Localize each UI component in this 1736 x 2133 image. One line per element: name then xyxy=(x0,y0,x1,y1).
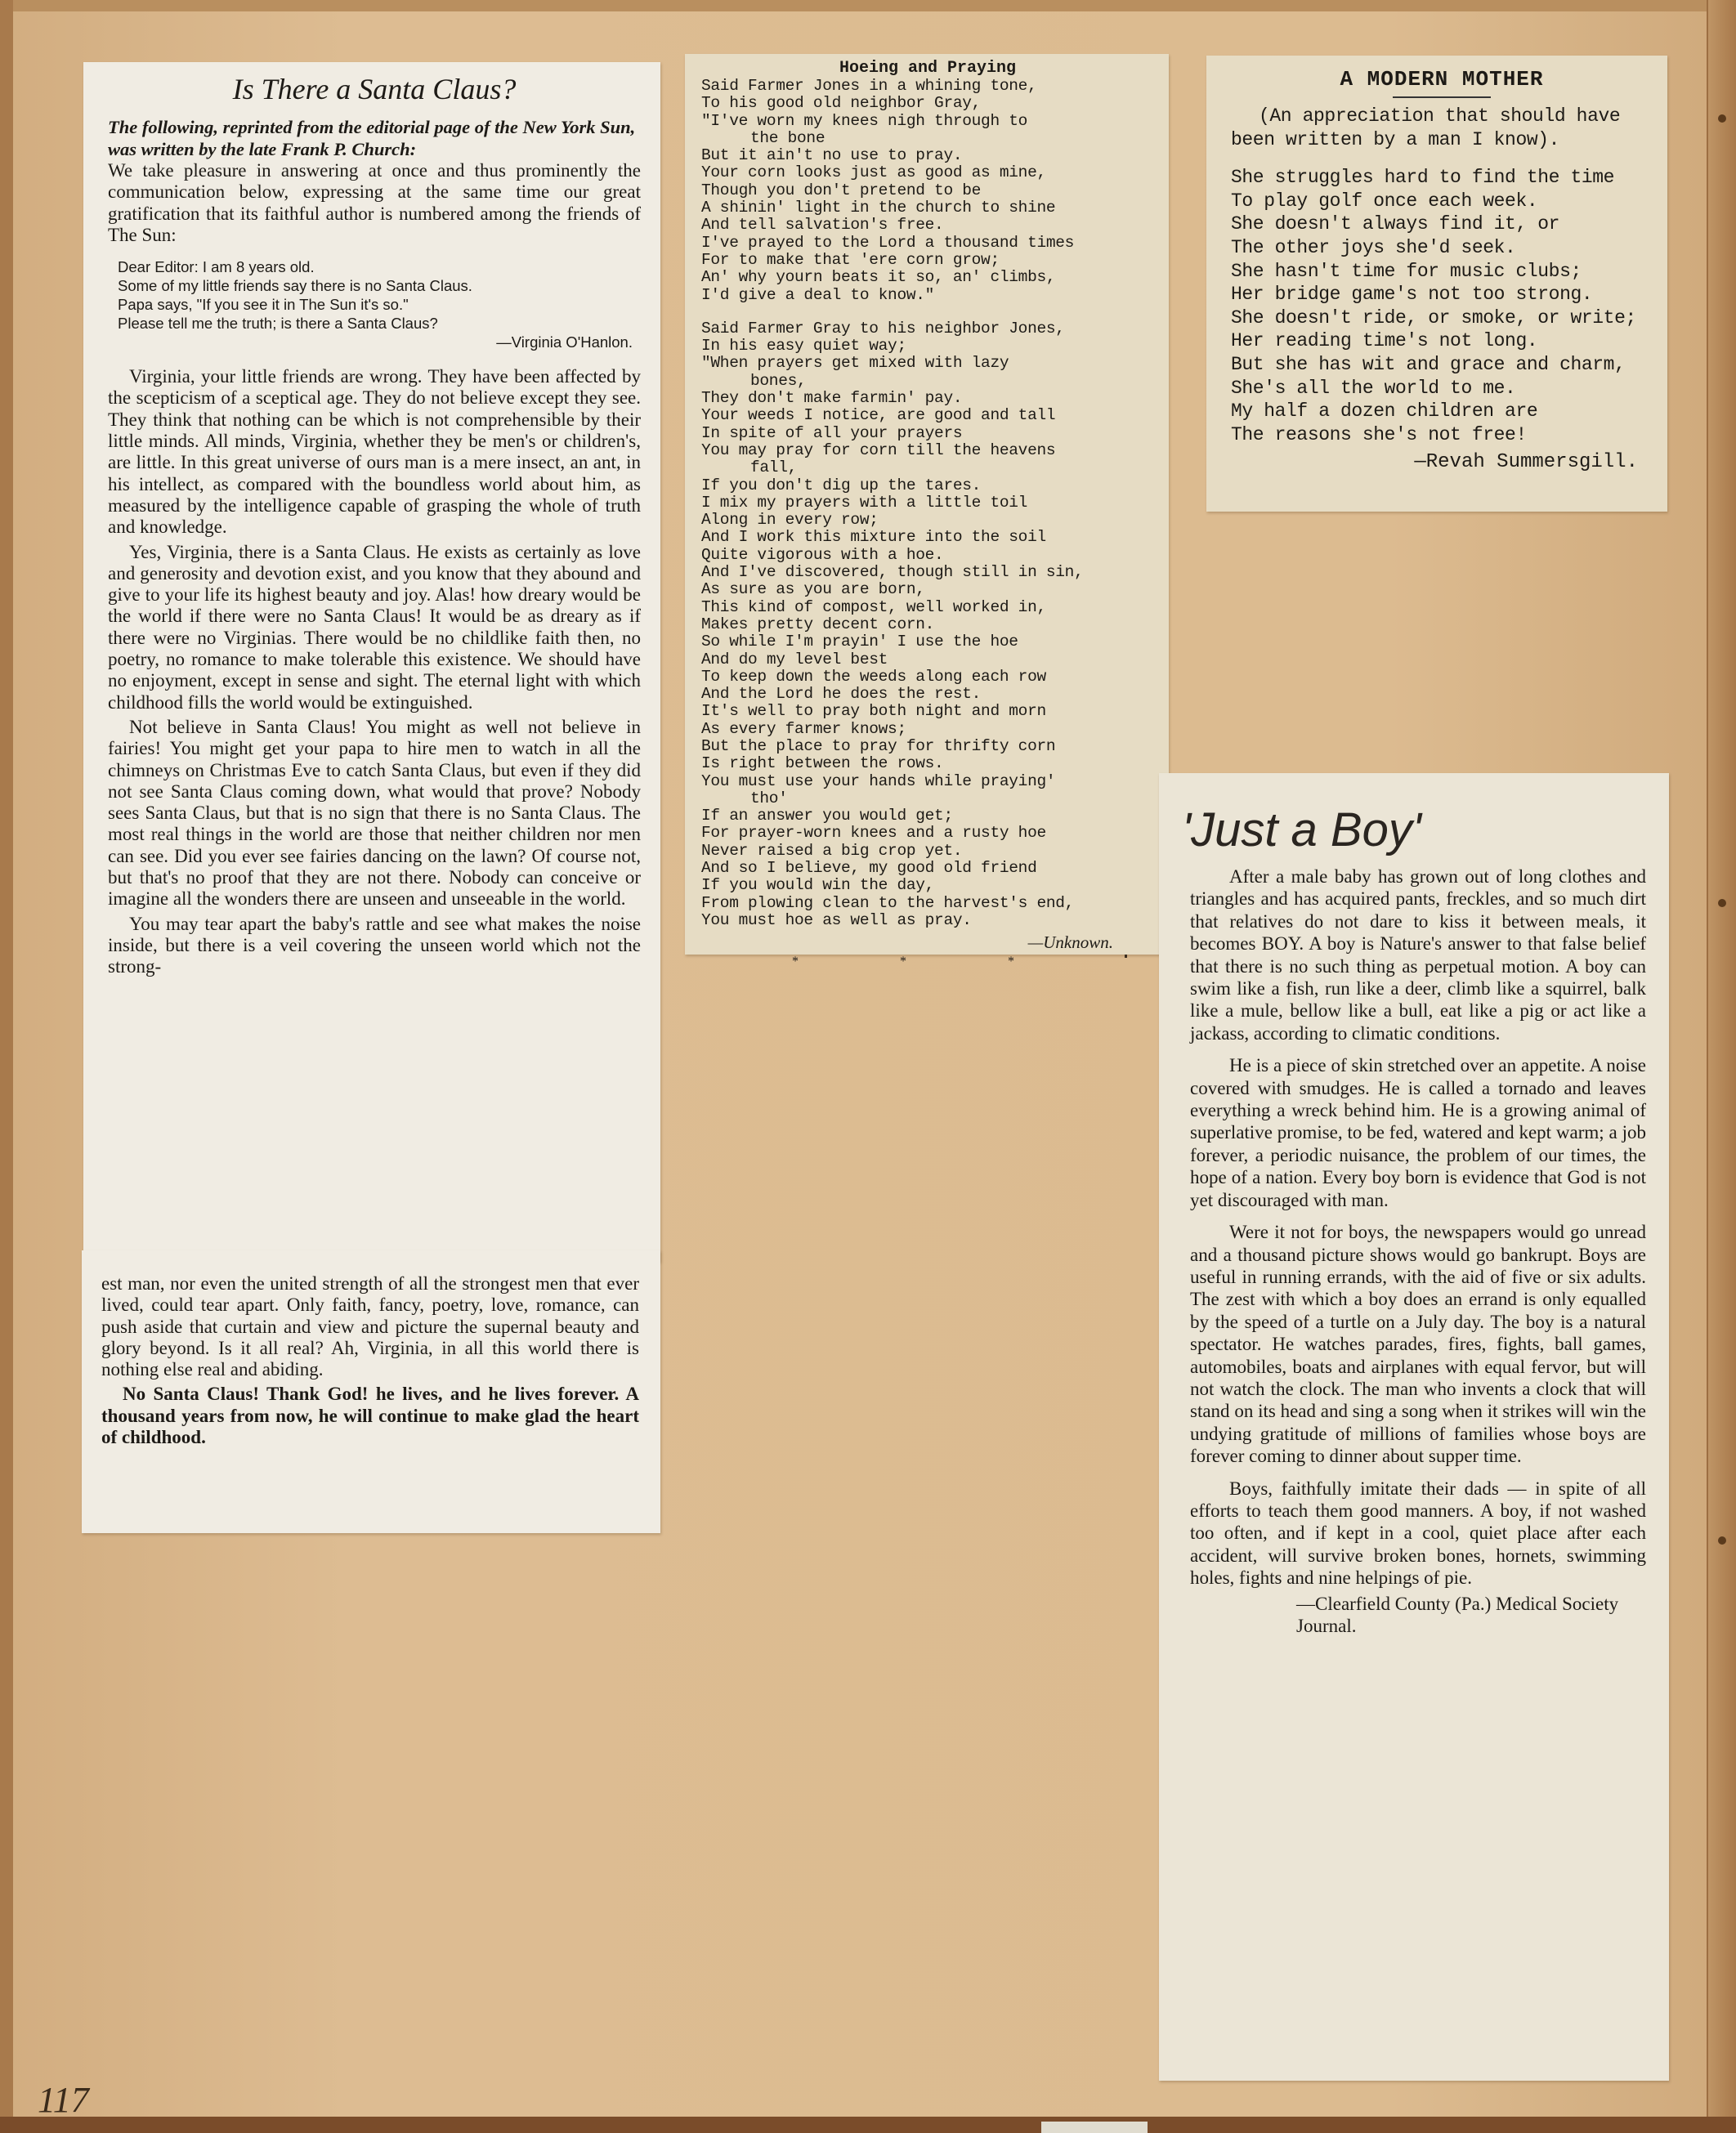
poem-line: Your weeds I notice, are good and tall xyxy=(701,406,1056,425)
article-paragraph: Boys, faithfully imitate their dads — in spite of all efforts to teach them good manners. A boy, if not washed too often, and if kept in a cool, quiet place after each accident, will survive broken bones, hornets, swimming holes, fights and nine helpings of pie. xyxy=(1190,1478,1646,1589)
poem-line: tho' xyxy=(750,789,788,807)
poem-line: She doesn't always find it, or xyxy=(1231,213,1560,235)
poem-line: But the place to pray for thrifty corn xyxy=(701,736,1056,755)
poem-line: In his easy quiet way; xyxy=(701,337,906,356)
poem-line: the bone xyxy=(750,128,825,147)
binding-hole xyxy=(1718,1536,1726,1545)
page-left-edge xyxy=(0,0,13,2133)
poem-line: And do my level best xyxy=(701,650,888,669)
handwritten-page-number: 117 xyxy=(38,2080,89,2120)
poem-note-line: been written by a man I know). xyxy=(1231,128,1560,150)
poem-line: But she has wit and grace and charm, xyxy=(1231,353,1626,375)
poem-line: And I've discovered, though still in sin, xyxy=(701,563,1084,582)
poem-line: Said Farmer Gray to his neighbor Jones, xyxy=(701,319,1065,338)
santa-claus-clipping-continued xyxy=(82,1250,660,1533)
article-paragraph: He is a piece of skin stretched over an appetite. A noise covered with smudges. He is called a tornado and leaves everything a wreck behind him. He is a growing animal of superlative promise, to be fed, watered and kept warm; a job forever, a periodic nuisance, the problem of our times, the hope of a nation. Every boy born is evidence that God is not yet discouraged with man. xyxy=(1190,1055,1646,1210)
page-top-edge xyxy=(0,0,1736,11)
binding-hole xyxy=(1718,899,1726,907)
poem-stanza xyxy=(701,320,1154,929)
virginia-letter xyxy=(118,257,641,351)
poem-stanza xyxy=(1231,166,1653,446)
poem-line: Along in every row; xyxy=(701,511,879,530)
poem-line: And I work this mixture into the soil xyxy=(701,528,1046,547)
poem-line: You may pray for corn till the heavens xyxy=(701,440,1056,459)
poem-line: "When prayers get mixed with lazy xyxy=(701,354,1009,373)
poem-line: For prayer-worn knees and a rusty hoe xyxy=(701,824,1046,843)
poem-line: For to make that 'ere corn grow; xyxy=(701,250,1000,269)
letter-line: Please tell me the truth; is there a Santa Claus? xyxy=(118,315,438,333)
just-a-boy-clipping xyxy=(1159,773,1669,2081)
poem-line: But it ain't no use to pray. xyxy=(701,146,963,165)
poem-line: So while I'm prayin' I use the hoe xyxy=(701,633,1018,651)
binding-hole xyxy=(1718,114,1726,123)
poem-line: Her bridge game's not too strong. xyxy=(1231,284,1593,306)
poem-line: My half a dozen children are xyxy=(1231,400,1538,423)
poem-line: fall, xyxy=(750,458,798,477)
poem-line: To his good old neighbor Gray, xyxy=(701,94,982,113)
poem-line: If you don't dig up the tares. xyxy=(701,476,982,494)
title-rule xyxy=(1393,96,1491,98)
poem-stanza xyxy=(701,78,1154,304)
santa-intro: The following, reprinted from the editorial page of the New York Sun, was written by the late Frank P. Church: xyxy=(108,117,636,159)
scrapbook-binding xyxy=(1707,0,1736,2133)
santa-paragraph: est man, nor even the united strength of all the strongest men that ever lived, could tear apart. Only faith, fancy, poetry, love, romance, can push aside that curtain and view and picture the supernal beauty and glory beyond. Is it all real? Ah, Virginia, in all this world there is nothing else real and abiding. xyxy=(101,1273,639,1380)
poem-line: The other joys she'd seek. xyxy=(1231,236,1516,258)
poem-line: Quite vigorous with a hoe. xyxy=(701,545,944,564)
poem-line: I mix my prayers with a little toil xyxy=(701,493,1028,512)
poem-line: Your corn looks just as good as mine, xyxy=(701,163,1046,182)
poem-title: A MODERN MOTHER xyxy=(1340,67,1544,92)
poem-line: And so I believe, my good old friend xyxy=(701,859,1037,878)
poem-signature: —Unknown. xyxy=(1027,932,1113,953)
santa-paragraph: Virginia, your little friends are wrong. They have been affected by the scepticism of a sceptical age. They do not believe except they see. They think that nothing can be which is not comprehensible by their little minds. All minds, Virginia, whether they be men's or children's, are little. In this great universe of ours man is a mere insect, an ant, in his intellect, as compared with the boundless world about him, as measured by the intelligence capable of grasping the whole of truth and knowledge. xyxy=(108,366,641,538)
letter-line: Dear Editor: I am 8 years old. xyxy=(118,258,315,276)
poem-line: An' why yourn beats it so, an' climbs, xyxy=(701,268,1056,287)
poem-line: And tell salvation's free. xyxy=(701,216,944,235)
poem-title: Hoeing and Praying xyxy=(839,59,1017,78)
poem-line: bones, xyxy=(750,371,807,390)
poem-line: You must use your hands while praying' xyxy=(701,771,1056,790)
poem-line: If an answer you would get; xyxy=(701,807,953,825)
article-source: —Clearfield County (Pa.) Medical Society Journal. xyxy=(1296,1593,1619,1636)
article-title: 'Just a Boy' xyxy=(1182,803,1421,856)
poem-line: Is right between the rows. xyxy=(701,754,944,773)
poem-line: Her reading time's not long. xyxy=(1231,330,1538,352)
santa-paragraph: Not believe in Santa Claus! You might as well not believe in fairies! You might get your papa to hire men to watch in all the chimneys on Christmas Eve to catch Santa Claus, but even if they did not see Santa Claus coming down, what would that prove? Nobody sees Santa Claus, but that is no sign that there is no Santa Claus. The most real things in the world are those that neither children nor men can see. Did you ever see fairies dancing on the lawn? Of course not, but that's no proof that they are not there. Nobody can conceive or imagine all the wonders there are unseen and unseeable in the world. xyxy=(108,716,641,910)
poem-line: To play golf once each week. xyxy=(1231,190,1538,212)
poem-line: As sure as you are born, xyxy=(701,580,925,599)
poem-line: She struggles hard to find the time xyxy=(1231,167,1615,189)
poem-line: The reasons she's not free! xyxy=(1231,423,1527,445)
santa-paragraph: Yes, Virginia, there is a Santa Claus. He exists as certainly as love and generosity and devotion exist, and you know that they abound and give to your life its highest beauty and joy. Alas! how dreary would be the world if there were no Santa Claus! It would be as dreary as if there were no Virginias. There would be no childlike faith then, no poetry, no romance to make tolerable this existence. We should have no enjoyment, except in sense and sight. The eternal light with which childhood fills the world would be extinguished. xyxy=(108,541,641,713)
article-paragraph: Were it not for boys, the newspapers would go unread and a thousand picture shows would go bankrupt. Boys are useful in running errands, with the aid of five or six adults. The zest with which a boy does an errand is only equalled by the speed of a turtle on a July day. The boy is a natural spectator. He watches parades, fires, fights, ball games, automobiles, boats and airplanes with equal fervor, but will not watch the clock. The man who invents a clock that will stand on its head and sing a song when it strikes will win the undying gratitude of millions of families whose boys are forever coming to dinner about supper time. xyxy=(1190,1222,1646,1467)
poem-line: You must hoe as well as pray. xyxy=(701,910,972,929)
poem-line: They don't make farmin' pay. xyxy=(701,389,963,408)
poem-line: As every farmer knows; xyxy=(701,719,906,738)
letter-line: Some of my little friends say there is no Santa Claus. xyxy=(118,277,472,295)
article-paragraph: After a male baby has grown out of long clothes and triangles and has acquired pants, freckles, and so much dirt that relatives do not dare to kiss it between meals, it becomes BOY. A boy is Nature's answer to that false belief that there is no such thing as perpetual motion. A boy can swim like a fish, run like a deer, climb like a squirrel, balk like a mule, bellow like a bull, eat like a pig or act like a jackass, according to climatic conditions. xyxy=(1190,866,1646,1044)
poem-line: If you would win the day, xyxy=(701,876,935,895)
poem-line: To keep down the weeds along each row xyxy=(701,667,1046,686)
poem-line: She's all the world to me. xyxy=(1231,377,1516,399)
poem-line: Never raised a big crop yet. xyxy=(701,841,963,860)
poem-line: This kind of compost, well worked in, xyxy=(701,597,1046,616)
santa-paragraph: You may tear apart the baby's rattle and see what makes the noise inside, but there is a veil covering the unseen world which not the strong- xyxy=(108,913,641,977)
poem-line: I've prayed to the Lord a thousand times xyxy=(701,233,1075,252)
poem-line: A shinin' light in the church to shine xyxy=(701,199,1056,217)
letter-line: Papa says, "If you see it in The Sun it's so." xyxy=(118,296,409,314)
poem-line: Makes pretty decent corn. xyxy=(701,615,935,633)
poem-line: And the Lord he does the rest. xyxy=(701,685,982,704)
santa-claus-clipping xyxy=(83,62,660,1262)
hoeing-and-praying-clipping xyxy=(685,54,1169,969)
page-bottom-edge xyxy=(0,2117,1736,2133)
poem-line: She hasn't time for music clubs; xyxy=(1231,260,1582,282)
poem-signature: —Revah Summersgill. xyxy=(1414,451,1638,474)
poem-line: "I've worn my knees nigh through to xyxy=(701,111,1028,130)
letter-signature: —Virginia O'Hanlon. xyxy=(496,333,633,351)
santa-title: Is There a Santa Claus? xyxy=(232,73,517,105)
poem-line: It's well to pray both night and morn xyxy=(701,702,1046,721)
poem-line: Said Farmer Jones in a whining tone, xyxy=(701,77,1037,95)
paper-scrap xyxy=(1041,2122,1148,2133)
modern-mother-clipping xyxy=(1206,56,1667,512)
separator-stars: * * * xyxy=(792,955,1063,969)
poem-note-line: (An appreciation that should have xyxy=(1259,105,1621,127)
poem-line: She doesn't ride, or smoke, or write; xyxy=(1231,306,1636,329)
poem-line: From plowing clean to the harvest's end, xyxy=(701,893,1075,912)
poem-line: Though you don't pretend to be xyxy=(701,181,982,199)
poem-line: In spite of all your prayers xyxy=(701,423,963,442)
poem-line: I'd give a deal to know." xyxy=(701,285,935,304)
santa-paragraph: We take pleasure in answering at once and thus prominently the communication below, expressing at the same time our great gratification that its faithful author is numbered among the friends of The Sun: xyxy=(108,160,641,245)
santa-paragraph: No Santa Claus! Thank God! he lives, and he lives forever. A thousand years from now, he will continue to make glad the heart of childhood. xyxy=(101,1384,639,1448)
